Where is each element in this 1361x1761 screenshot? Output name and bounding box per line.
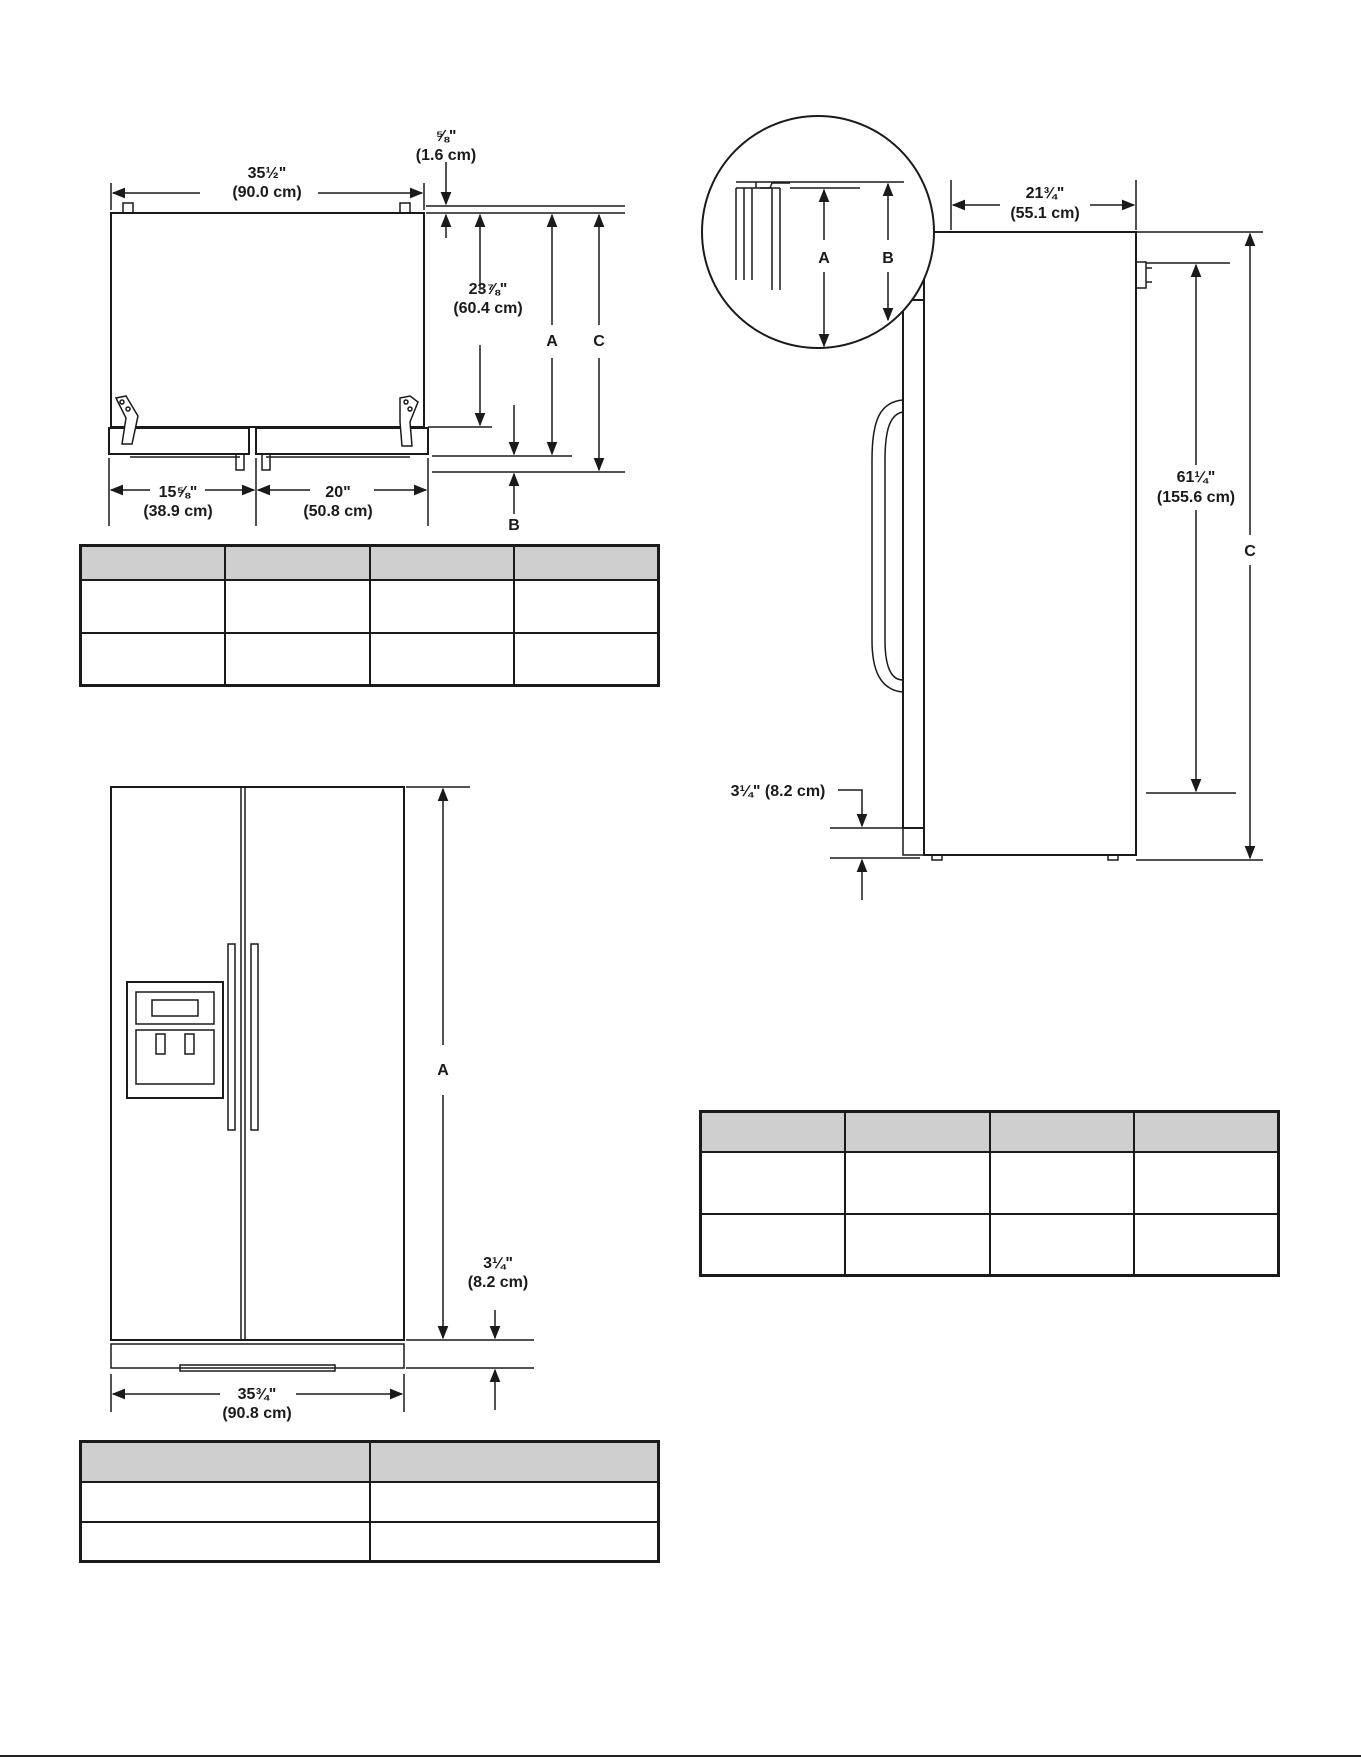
top-label-c: C (593, 333, 605, 350)
front-base-cm: (8.2 cm) (467, 1274, 529, 1291)
side-height-in: 61¼" (1176, 469, 1216, 486)
top-width-cm: (90.0 cm) (232, 184, 302, 201)
top-label-a: A (546, 333, 558, 350)
side-inset-b: B (882, 250, 894, 267)
table-cell (701, 1214, 846, 1276)
table-cell (370, 1522, 659, 1562)
side-inset-a: A (818, 250, 830, 267)
side-view-detail-circle (702, 116, 934, 348)
side-height-cm: (155.6 cm) (1156, 489, 1236, 506)
front-width-in: 35¾" (237, 1386, 277, 1403)
front-label-a: A (437, 1062, 449, 1079)
table-cell (225, 580, 370, 633)
top-view-hinge-left (116, 396, 138, 444)
front-table-header-cell (81, 1442, 370, 1482)
table-cell (1134, 1152, 1279, 1214)
table-cell (990, 1152, 1135, 1214)
front-base-in: 3¼" (483, 1255, 513, 1272)
table-cell (845, 1152, 990, 1214)
table-cell (81, 1522, 370, 1562)
side-view-handle (872, 400, 903, 692)
front-width-cm: (90.8 cm) (222, 1405, 292, 1422)
table-cell (225, 633, 370, 686)
side-label-c: C (1244, 543, 1256, 560)
top-view-hinge-right (400, 396, 418, 446)
top-depth-in: 23⅞" (468, 281, 508, 298)
side-depth-in: 21¾" (1025, 185, 1065, 202)
top-width-in: 35½" (247, 165, 287, 182)
top-label-b: B (508, 517, 520, 534)
top-depth-cm: (60.4 cm) (453, 300, 523, 317)
front-view-diagram (111, 787, 534, 1412)
table-row (701, 1214, 1279, 1276)
side-view-door (903, 300, 924, 828)
table-row (81, 1522, 659, 1562)
top-table-header-cell (514, 546, 659, 580)
table-cell (81, 1482, 370, 1522)
top-right-in: 20" (325, 484, 351, 501)
top-table-header-cell (81, 546, 226, 580)
table-row (701, 1152, 1279, 1214)
side-base: 3¼" (8.2 cm) (730, 783, 826, 800)
top-offset-in: ⅝" (435, 128, 457, 145)
front-view-handle-right (251, 944, 258, 1130)
page-bottom-rule (0, 1755, 1361, 1757)
table-cell (370, 1482, 659, 1522)
table-cell (701, 1152, 846, 1214)
table-row (81, 1482, 659, 1522)
top-dimensions-table (79, 544, 660, 687)
side-view-cabinet (924, 232, 1136, 855)
top-view-cabinet (111, 213, 424, 427)
table-cell (990, 1214, 1135, 1276)
table-cell (370, 633, 515, 686)
table-cell (370, 580, 515, 633)
front-view-handle-left (228, 944, 235, 1130)
top-table-header-cell (225, 546, 370, 580)
table-cell (514, 580, 659, 633)
front-dimensions-table (79, 1440, 660, 1563)
table-cell (845, 1214, 990, 1276)
top-offset-cm: (1.6 cm) (415, 147, 477, 164)
table-row (81, 580, 659, 633)
top-view-labels (143, 128, 605, 534)
side-table-header-cell (1134, 1112, 1279, 1152)
top-table-header-cell (370, 546, 515, 580)
table-cell (514, 633, 659, 686)
top-left-in: 15⅝" (158, 484, 198, 501)
side-depth-cm: (55.1 cm) (1010, 205, 1080, 222)
table-cell (1134, 1214, 1279, 1276)
table-cell (81, 633, 226, 686)
table-cell (81, 580, 226, 633)
top-right-cm: (50.8 cm) (303, 503, 373, 520)
table-row (81, 633, 659, 686)
top-left-cm: (38.9 cm) (143, 503, 213, 520)
side-table-header-cell (990, 1112, 1135, 1152)
front-table-header-cell (370, 1442, 659, 1482)
side-dimensions-table (699, 1110, 1280, 1277)
side-table-header-cell (845, 1112, 990, 1152)
side-table-header-cell (701, 1112, 846, 1152)
